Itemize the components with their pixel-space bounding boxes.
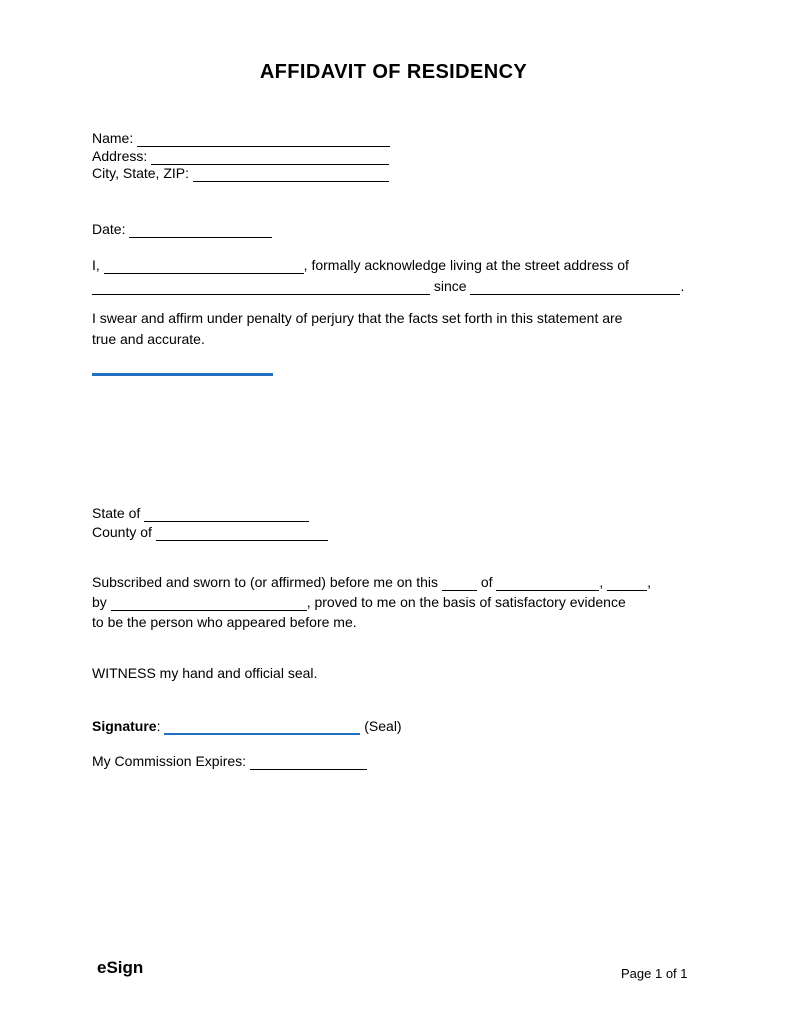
- oath-line-1: I swear and affirm under penalty of perjury that the facts set forth in this statement are: [92, 310, 623, 326]
- day-field[interactable]: [442, 577, 477, 591]
- by-label: by: [92, 594, 107, 610]
- since-date-field[interactable]: [470, 281, 680, 295]
- venue-block: [92, 504, 328, 542]
- affirmation-prefix: I,: [92, 257, 100, 273]
- city-state-zip-row: [92, 165, 390, 183]
- seal-label: (Seal): [364, 718, 402, 734]
- notary-signature-field[interactable]: [164, 720, 360, 735]
- street-address-field[interactable]: [92, 281, 430, 295]
- comma-1: ,: [599, 574, 604, 590]
- date-label: Date:: [92, 221, 126, 237]
- affirmation-suffix: , formally acknowledge living at the street address of: [303, 257, 629, 273]
- address-field[interactable]: [151, 151, 389, 165]
- comma-2: ,: [647, 574, 652, 590]
- city-state-zip-label: City, State, ZIP:: [92, 165, 189, 181]
- affirmation-line-2: [92, 276, 707, 297]
- commission-row: [92, 753, 367, 770]
- name-field[interactable]: [137, 133, 390, 147]
- notary-line-3: to be the person who appeared before me.: [92, 614, 357, 630]
- date-row: [92, 221, 272, 238]
- oath-paragraph: [92, 308, 707, 350]
- witness-statement: WITNESS my hand and official seal.: [92, 665, 318, 681]
- affiant-signature-field[interactable]: [92, 373, 273, 376]
- month-field[interactable]: [496, 577, 599, 591]
- name-label: Name:: [92, 130, 134, 146]
- affiant-info-block: [92, 130, 390, 183]
- address-label: Address:: [92, 147, 148, 164]
- oath-line-2: true and accurate.: [92, 331, 205, 347]
- page-title: AFFIDAVIT OF RESIDENCY: [259, 61, 528, 83]
- affirmation-period: .: [680, 278, 685, 294]
- address-row: [92, 148, 390, 166]
- signature-colon: :: [156, 718, 161, 734]
- notary-line-1: [92, 572, 707, 592]
- county-field[interactable]: [156, 527, 328, 541]
- state-row: [92, 504, 328, 523]
- notary-paragraph: [92, 572, 707, 632]
- affirmation-paragraph: [92, 255, 707, 297]
- affirmation-line-1: [92, 255, 707, 276]
- county-label: County of: [92, 524, 152, 540]
- page-number: Page 1 of 1: [621, 966, 688, 981]
- notary-line2-text: , proved to me on the basis of satisfactory evidence: [306, 594, 626, 610]
- state-label: State of: [92, 505, 141, 521]
- notary-signature-row: [92, 718, 402, 735]
- signature-label: Signature: [92, 718, 157, 734]
- notary-line-2: [92, 592, 707, 612]
- notary-line1-text: Subscribed and sworn to (or affirmed) before me on this: [92, 574, 439, 590]
- esign-logo: eSign: [97, 958, 144, 977]
- state-field[interactable]: [144, 508, 309, 522]
- name-row: [92, 130, 390, 148]
- of-label: of: [480, 574, 493, 590]
- since-label: since: [433, 278, 467, 294]
- notary-affiant-name-field[interactable]: [111, 597, 307, 611]
- commission-expiry-field[interactable]: [250, 756, 367, 770]
- city-state-zip-field[interactable]: [193, 168, 389, 182]
- commission-label: My Commission Expires:: [92, 753, 247, 769]
- date-field[interactable]: [129, 224, 272, 238]
- year-field[interactable]: [607, 577, 647, 591]
- affiant-name-field[interactable]: [104, 260, 304, 274]
- county-row: [92, 523, 328, 542]
